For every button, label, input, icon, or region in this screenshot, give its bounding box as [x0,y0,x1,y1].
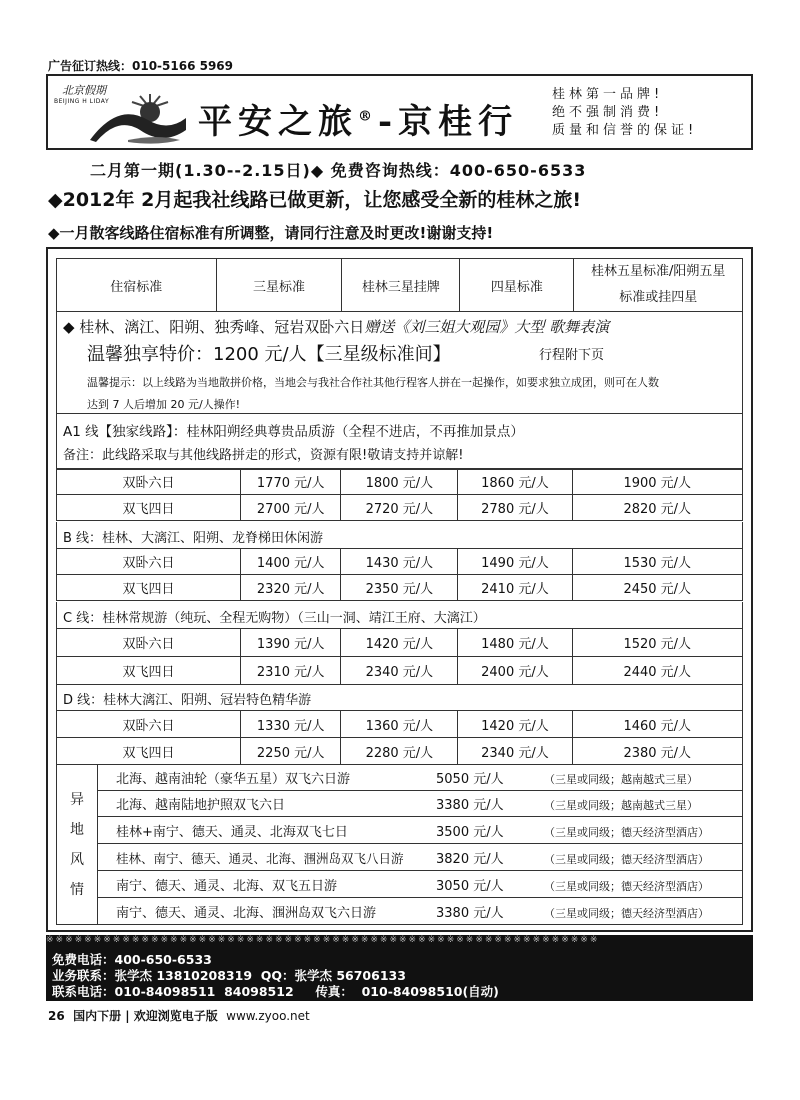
std-col-4-line1: 桂林五星标准/阳朔五星 [591,264,726,279]
route-c-header [56,602,743,628]
other-label-char: 地 [70,821,84,838]
other-route: 北海、越南陆地护照双飞六日 [116,798,286,813]
price-cell: 1420 元/人 [458,711,572,738]
price-cell: 2250 元/人 [241,738,341,765]
std-col-4-line2: 标准或挂四星 [619,290,698,305]
other-note: （三星或同级；德天经济型酒店） [544,825,709,839]
price-cell: 2780 元/人 [458,495,572,521]
row-label: 双卧六日 [57,629,241,657]
price-cell: 1490 元/人 [458,549,572,575]
route-c-prices [56,628,743,685]
price-cell: 2410 元/人 [458,575,572,601]
table-row [57,738,743,765]
table-row [57,765,743,791]
row-label: 双卧六日 [57,711,241,738]
promo-route: ◆ 桂林、漓江、阳朔、独秀峰、冠岩双卧六日 [63,318,365,336]
other-route-cell [98,791,743,817]
slogan-3: 质量和信誉的保证! [552,123,698,138]
row-label: 双卧六日 [57,469,241,495]
std-col-1: 三星标准 [216,259,342,312]
standards-label: 住宿标准 [57,259,217,312]
other-price: 3500 元/人 [436,824,504,840]
other-route-cell [98,765,743,791]
route-d-title: D 线：桂林大漓江、阳朔、冠岩特色精华游 [63,693,312,708]
price-cell: 1530 元/人 [572,549,743,575]
registered-mark: ® [358,108,378,125]
other-route-cell [98,898,743,925]
price-cell: 2700 元/人 [241,495,341,521]
std-col-4 [574,259,743,312]
price-cell: 2440 元/人 [572,657,743,685]
page-section: 国内下册 | 欢迎浏览电子版 [73,1009,218,1023]
standards-table [56,258,743,312]
price-cell: 1800 元/人 [341,469,458,495]
row-label: 双卧六日 [57,549,241,575]
notice-adjust: ◆一月散客线路住宿标准有所调整，请同行注意及时更改!谢谢支持! [48,224,494,242]
other-price: 5050 元/人 [436,772,504,787]
brand-suffix: -京桂行 [378,102,519,142]
table-row [57,575,743,601]
issue-period: 二月第一期(1.30--2.15日)◆ 免费咨询热线：400-650-6533 [90,161,587,180]
contact-footer [46,935,753,1001]
other-route: 北海、越南油轮（豪华五星）双飞六日游 [116,772,351,787]
price-cell: 1360 元/人 [341,711,458,738]
std-col-2: 桂林三星挂牌 [342,259,460,312]
price-cell: 1900 元/人 [572,469,743,495]
other-route: 桂林、南宁、德天、通灵、北海、涠洲岛双飞八日游 [116,850,404,866]
other-note: （三星或同级；越南越式三星） [544,799,698,812]
slogans [552,86,697,140]
promo-gift: 赠送《刘三姐大观园》大型 歌舞表演 [364,318,610,336]
brand-main: 平安之旅 [198,102,358,142]
price-cell: 1400 元/人 [241,549,341,575]
other-label-char: 异 [70,791,84,808]
route-a1-note: 备注：此线路采取与其他线路拼走的形式，资源有限!敬请支持并谅解! [63,448,464,463]
brand-name [198,94,518,143]
price-cell: 1420 元/人 [341,629,458,657]
other-route-cell [98,871,743,898]
promo-price: 温馨独享特价：1200 元/人【三星级标准间】 [87,344,451,365]
table-row [57,844,743,871]
route-d-header [56,684,743,710]
price-cell: 1520 元/人 [572,629,743,657]
other-note: （三星或同级；德天经济型酒店） [544,906,709,920]
other-price: 3380 元/人 [436,905,504,921]
route-b-prices [56,548,743,601]
other-route-cell [98,844,743,871]
route-a1-header [56,414,743,470]
row-label: 双飞四日 [57,657,241,685]
promo-block [56,308,743,414]
table-row [57,469,743,495]
other-price: 3380 元/人 [436,798,504,813]
promo-line1 [63,316,609,337]
std-col-3: 四星标准 [460,259,574,312]
ad-hotline: 广告征订热线：010-5166 5969 [48,59,234,73]
row-label: 双飞四日 [57,738,241,765]
other-label-char: 情 [70,881,84,898]
notice-update: ◆2012年 2月起我社线路已做更新，让您感受全新的桂林之旅! [48,189,581,211]
other-note: （三星或同级；德天经济型酒店） [544,879,709,893]
other-label-char: 风 [70,851,84,868]
sun-logo-icon [88,90,188,146]
price-cell: 1330 元/人 [241,711,341,738]
price-cell: 1860 元/人 [458,469,572,495]
other-note: （三星或同级；越南越式三星） [544,773,698,786]
contact-phones: 联系电话：010-84098511 84098512 传真： 010-84098510(自动) [52,984,499,999]
table-row [57,817,743,844]
price-cell: 2280 元/人 [341,738,458,765]
price-cell: 2400 元/人 [458,657,572,685]
other-destinations-table [56,764,743,925]
table-row [57,629,743,657]
other-price: 3820 元/人 [436,851,504,867]
other-route: 南宁、德天、通灵、北海、涠洲岛双飞六日游 [116,905,377,921]
table-row [57,657,743,685]
stars-divider: ※※※※※※※※※※※※※※※※※※※※※※※※※※※※※※※※※※※※※※※※※※※※※※※※※※※※※※※※※※ [46,935,600,945]
logo-cn-text: 北京假期 [62,84,106,97]
table-row [57,871,743,898]
price-cell: 2820 元/人 [572,495,743,521]
other-price: 3050 元/人 [436,878,504,894]
promo-tip-1: 温馨提示：以上线路为当地散拼价格，当地会与我社合作社其他行程客人拼在一起操作，如要求独立成团，则可在人数 [87,376,659,389]
price-cell: 2380 元/人 [572,738,743,765]
price-cell: 1430 元/人 [341,549,458,575]
other-route: 南宁、德天、通灵、北海、双飞五日游 [116,878,338,894]
route-b-title: B 线：桂林、大漓江、阳朔、龙脊梯田休闲游 [63,531,324,546]
table-row [57,549,743,575]
price-cell: 1480 元/人 [458,629,572,657]
logo-en-text: BEIJING H LIDAY [54,98,110,105]
price-cell: 2320 元/人 [241,575,341,601]
row-label: 双飞四日 [57,495,241,521]
other-note: （三星或同级；德天经济型酒店） [544,852,709,866]
price-cell: 1390 元/人 [241,629,341,657]
other-label [57,765,98,925]
price-cell: 2450 元/人 [572,575,743,601]
price-cell: 1770 元/人 [241,469,341,495]
table-row [57,495,743,521]
site-url[interactable]: www.zyoo.net [226,1009,310,1023]
page-number: 26 [48,1009,65,1023]
promo-itinerary-note: 行程附下页 [539,348,605,363]
price-cell: 2340 元/人 [341,657,458,685]
other-route-cell [98,817,743,844]
brand-header [46,74,753,150]
route-a1-prices [56,468,743,521]
route-d-prices [56,710,743,765]
price-cell: 2350 元/人 [341,575,458,601]
price-cell: 2340 元/人 [458,738,572,765]
price-cell: 2720 元/人 [341,495,458,521]
promo-tip-2: 达到 7 人后增加 20 元/人操作! [87,398,241,411]
table-row [57,711,743,738]
table-row [57,791,743,817]
table-row [57,898,743,925]
price-cell: 1460 元/人 [572,711,743,738]
row-label: 双飞四日 [57,575,241,601]
business-contact: 业务联系：张学杰 13810208319 QQ：张学杰 56706133 [52,968,406,983]
slogan-1: 桂林第一品牌! [552,87,664,102]
slogan-2: 绝不强制消费! [552,105,664,120]
free-phone: 免费电话：400-650-6533 [52,952,212,967]
route-b-header [56,522,743,548]
page-footer [48,1007,310,1024]
price-cell: 2310 元/人 [241,657,341,685]
route-c-title: C 线：桂林常规游（纯玩、全程无购物）（三山一洞、靖江王府、大漓江） [63,611,486,626]
other-route: 桂林+南宁、德天、通灵、北海双飞七日 [116,824,348,840]
route-a1-title: A1 线【独家线路】：桂林阳朔经典尊贵品质游（全程不进店，不再推加景点） [63,424,524,440]
